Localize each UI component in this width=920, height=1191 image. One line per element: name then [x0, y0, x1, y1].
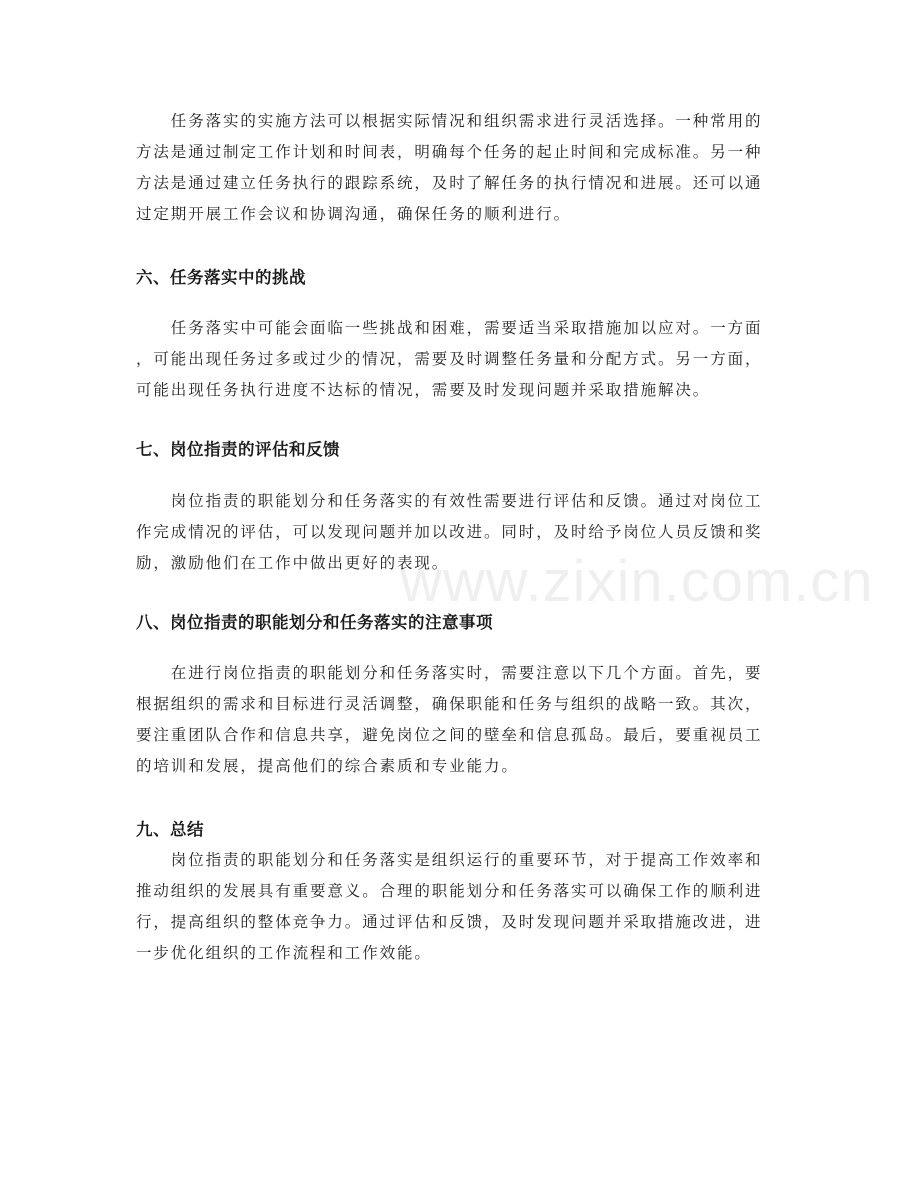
paragraph-line: 任务落实的实施方法可以根据实际情况和组织需求进行灵活选择。一种常用的 [136, 112, 763, 130]
paragraph-line: ，可能出现任务过多或过少的情况，需要及时调整任务量和分配方式。另一方面， [136, 350, 763, 368]
section-paragraph [136, 845, 784, 969]
paragraph-line: 励，激励他们在工作中做出更好的表现。 [136, 554, 450, 572]
paragraph-line: 的培训和发展，提高他们的综合素质和专业能力。 [136, 757, 519, 775]
paragraph-line: 方法是通过建立任务执行的跟踪系统，及时了解任务的执行情况和进展。还可以通 [136, 174, 763, 192]
watermark: www.zixin.com.cn [400, 549, 874, 614]
paragraph-line: 任务落实中可能会面临一些挑战和困难，需要适当采取措施加以应对。一方面 [136, 319, 763, 337]
intro-paragraph [136, 106, 784, 230]
paragraph-line: 行，提高组织的整体竞争力。通过评估和反馈，及时发现问题并采取措施改进，进 [136, 913, 763, 931]
section-heading: 六、任务落实中的挑战 [136, 268, 306, 287]
paragraph-line: 推动组织的发展具有重要意义。合理的职能划分和任务落实可以确保工作的顺利进 [136, 882, 763, 900]
section-heading: 七、岗位指责的评估和反馈 [136, 440, 340, 459]
paragraph-line: 作完成情况的评估，可以发现问题并加以改进。同时，及时给予岗位人员反馈和奖 [136, 523, 763, 541]
paragraph-line: 过定期开展工作会议和协调沟通，确保任务的顺利进行。 [136, 205, 572, 223]
paragraph-line: 要注重团队合作和信息共享，避免岗位之间的壁垒和信息孤岛。最后，要重视员工 [136, 726, 763, 744]
section-paragraph [136, 313, 784, 406]
paragraph-line: 根据组织的需求和目标进行灵活调整，确保职能和任务与组织的战略一致。其次， [136, 695, 763, 713]
section-heading: 九、总结 [136, 820, 204, 839]
section-paragraph [136, 658, 784, 782]
paragraph-line: 可能出现任务执行进度不达标的情况，需要及时发现问题并采取措施解决。 [136, 381, 711, 399]
paragraph-line: 岗位指责的职能划分和任务落实的有效性需要进行评估和反馈。通过对岗位工 [136, 492, 763, 510]
paragraph-line: 岗位指责的职能划分和任务落实是组织运行的重要环节，对于提高工作效率和 [136, 851, 763, 869]
paragraph-line: 在进行岗位指责的职能划分和任务落实时，需要注意以下几个方面。首先，要 [136, 664, 763, 682]
paragraph-line: 一步优化组织的工作流程和工作效能。 [136, 944, 432, 962]
section-heading: 八、岗位指责的职能划分和任务落实的注意事项 [136, 613, 493, 632]
paragraph-line: 方法是通过制定工作计划和时间表，明确每个任务的起止时间和完成标准。另一种 [136, 143, 763, 161]
